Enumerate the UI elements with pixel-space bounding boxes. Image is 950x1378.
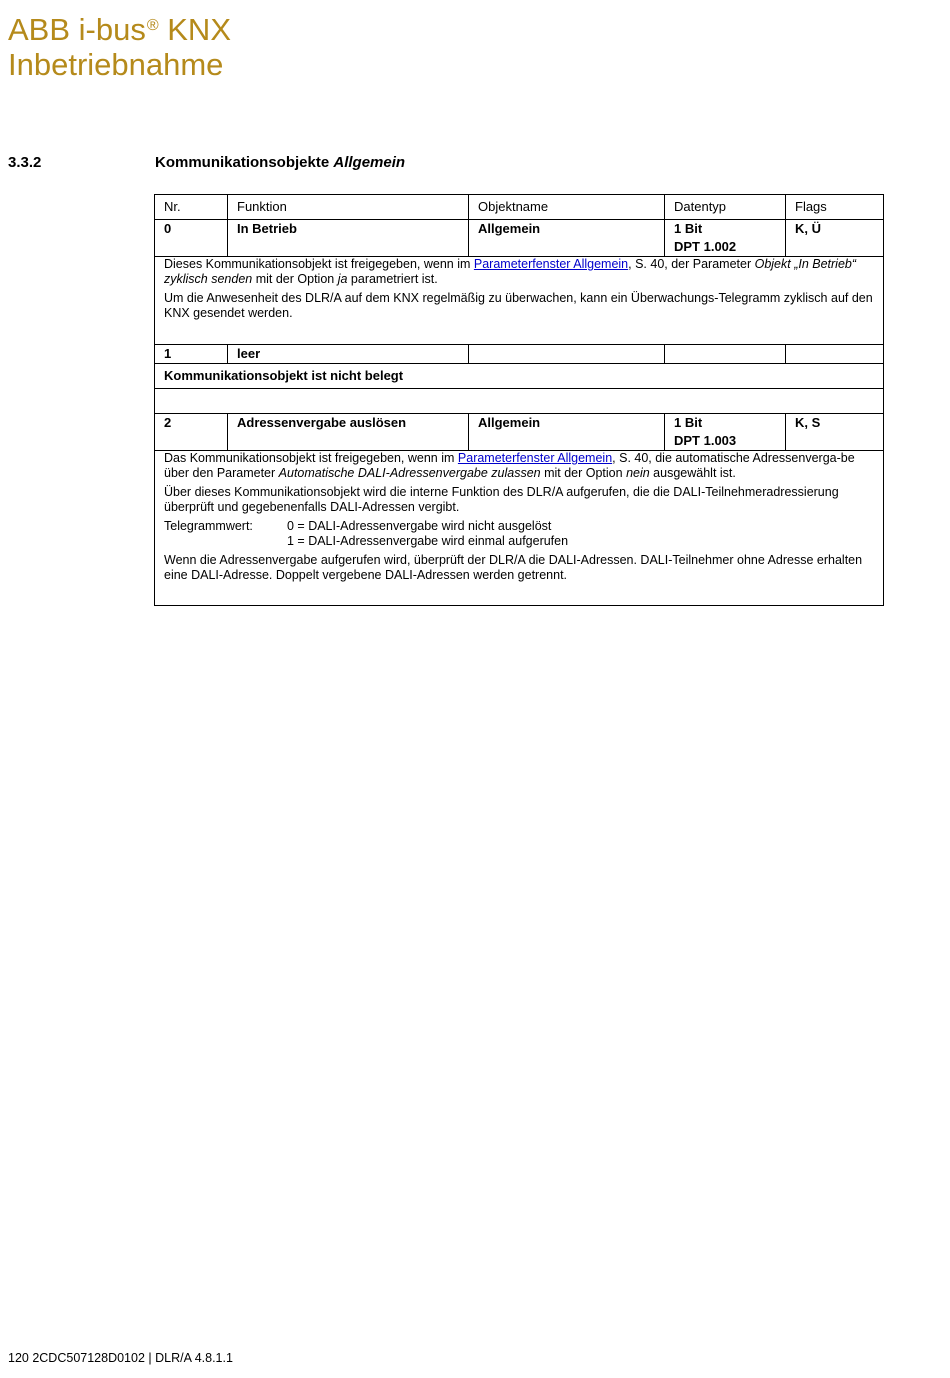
telegram-value-1: 1 = DALI-Adressenvergabe wird einmal aufgerufen — [287, 534, 569, 548]
table-row — [155, 345, 884, 364]
description-paragraph: Dieses Kommunikationsobjekt ist freigegeben, wenn im Parameterfenster Allgemein, S. 40, der Parameter Objekt „In Betrieb“ zyklisch senden mit der Option ja parametriert ist. — [164, 257, 857, 286]
page-footer: 120 2CDC507128D0102 | DLR/A 4.8.1.1 — [8, 1351, 233, 1365]
header-flags: Flags — [786, 195, 884, 220]
telegram-values — [164, 519, 883, 549]
cell-funktion: In Betrieb — [228, 220, 469, 257]
header-nr: Nr. — [155, 195, 228, 220]
header-subtitle: Inbetriebnahme — [8, 47, 224, 82]
communication-objects-table — [154, 194, 884, 606]
empty-row — [155, 389, 884, 414]
object-note-row — [155, 364, 884, 389]
cell-nr: 2 — [155, 414, 228, 451]
cell-funktion: Adressenvergabe auslösen — [228, 414, 469, 451]
telegram-label: Telegrammwert: — [164, 519, 253, 533]
registered-mark: ® — [146, 17, 159, 34]
cell-datentyp — [665, 345, 786, 364]
section-title: Kommunikationsobjekte Allgemein — [155, 154, 406, 171]
table-row — [155, 414, 884, 451]
header-datentyp: Datentyp — [665, 195, 786, 220]
cell-datentyp: 1 Bit DPT 1.002 — [665, 220, 786, 257]
object-description — [155, 451, 884, 606]
description-paragraph: Über dieses Kommunikationsobjekt wird die interne Funktion des DLR/A aufgerufen, die die DALI-Teilnehmeradressierung überprüft und gegebenenfalls DALI-Adressen vergibt. — [164, 485, 839, 514]
cell-objektname: Allgemein — [469, 414, 665, 451]
parameter-window-link[interactable]: Parameterfenster Allgemein — [457, 451, 613, 465]
cell-nr: 0 — [155, 220, 228, 257]
cell-objektname: Allgemein — [469, 220, 665, 257]
cell-flags: K, Ü — [786, 220, 884, 257]
table-row — [155, 220, 884, 257]
header-funktion: Funktion — [228, 195, 469, 220]
object-description-row — [155, 257, 884, 345]
cell-datentyp: 1 Bit DPT 1.003 — [665, 414, 786, 451]
cell-flags: K, S — [786, 414, 884, 451]
document-header — [8, 12, 231, 82]
brand-title: ABB i-bus® KNX — [8, 12, 231, 47]
description-paragraph: Wenn die Adressenvergabe aufgerufen wird, überprüft der DLR/A die DALI-Adressen. DALI-Teilnehmer ohne Adresse erhalten eine DALI-Adresse. Doppelt vergebene DALI-Adressen werden getrennt. — [164, 553, 863, 582]
description-paragraph: Das Kommunikationsobjekt ist freigegeben, wenn im Parameterfenster Allgemein, S. 40, die automatische Adressenverga-be über den Parameter Automatische DALI-Adressenvergabe zulassen mit der Option nein ausgewählt ist. — [164, 451, 855, 480]
section-number: 3.3.2 — [8, 154, 42, 171]
description-paragraph: Um die Anwesenheit des DLR/A auf dem KNX regelmäßig zu überwachen, kann ein Überwachungs-Telegramm zyklisch auf den KNX gesendet werden. — [164, 291, 873, 320]
cell-flags — [786, 345, 884, 364]
object-description — [155, 257, 884, 345]
cell-funktion: leer — [228, 345, 469, 364]
cell-nr: 1 — [155, 345, 228, 364]
table-header-row — [155, 195, 884, 220]
object-description-row — [155, 451, 884, 606]
telegram-value-0: 0 = DALI-Adressenvergabe wird nicht ausgelöst — [287, 519, 552, 533]
cell-objektname — [469, 345, 665, 364]
parameter-window-link[interactable]: Parameterfenster Allgemein — [473, 257, 629, 271]
header-objektname: Objektname — [469, 195, 665, 220]
object-note: Kommunikationsobjekt ist nicht belegt — [155, 364, 884, 389]
